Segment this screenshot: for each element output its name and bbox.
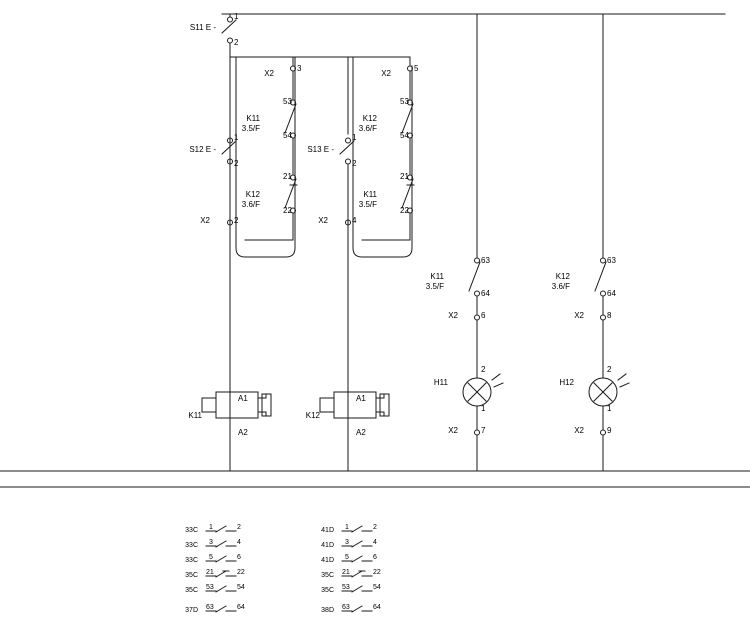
xref-left-right-1: 4	[237, 539, 241, 546]
lamp-terminal-2-h12: 2	[607, 365, 612, 374]
xref-right-ref-4: 35C	[321, 587, 334, 594]
contact-ref-k12-63: 3.6/F	[551, 282, 570, 291]
terminal-label-x2-7: X2	[448, 426, 458, 435]
terminal-number-2: 2	[234, 216, 239, 225]
xref-right-ref-0: 41D	[321, 527, 334, 534]
terminal-label-x2-2: X2	[200, 216, 210, 225]
terminal-number-3: 3	[297, 64, 302, 73]
coil-terminal-a2-k11: A2	[238, 428, 248, 437]
switch-label-s12: S12 E -	[189, 145, 216, 154]
terminal-label-x2-5: X2	[381, 69, 391, 78]
xref-left-ref-1: 33C	[185, 542, 198, 549]
contact-terminal-64-h11: 64	[481, 289, 490, 298]
terminal-label-x2-9: X2	[574, 426, 584, 435]
lamp-label-h12: H12	[559, 378, 574, 387]
contact-terminal-21-left: 21	[283, 172, 292, 181]
terminal-number-5: 5	[414, 64, 419, 73]
contact-ref-k11-21: 3.5/F	[358, 200, 377, 209]
contact-terminal-63-h12: 63	[607, 256, 616, 265]
terminal-number-7: 7	[481, 426, 486, 435]
xref-right-right-0: 2	[373, 524, 377, 531]
xref-left-left-4: 53	[206, 584, 214, 591]
xref-right-right-5: 64	[373, 604, 381, 611]
coil-terminal-a1-k11: A1	[238, 394, 248, 403]
xref-left-left-2: 5	[209, 554, 213, 561]
terminal-number-6: 6	[481, 311, 486, 320]
xref-left-left-3: 21	[206, 569, 214, 576]
terminal-label-x2-4: X2	[318, 216, 328, 225]
terminal-s13-bottom: 2	[352, 159, 357, 168]
xref-left-ref-4: 35C	[185, 587, 198, 594]
terminal-s12-bottom: 2	[234, 159, 239, 168]
contact-terminal-64-h12: 64	[607, 289, 616, 298]
xref-left-right-3: 22	[237, 569, 245, 576]
contact-device-k11-63: K11	[430, 272, 444, 281]
terminal-number-4: 4	[352, 216, 357, 225]
coil-terminal-a2-k12: A2	[356, 428, 366, 437]
xref-right-left-4: 53	[342, 584, 350, 591]
lamp-terminal-1-h11: 1	[481, 404, 486, 413]
xref-right-left-3: 21	[342, 569, 350, 576]
contact-ref-k12-21: 3.6/F	[241, 200, 260, 209]
coil-label-k12: K12	[305, 411, 320, 420]
contact-terminal-53-right: 53	[400, 97, 409, 106]
xref-right-ref-1: 41D	[321, 542, 334, 549]
xref-left-left-5: 63	[206, 604, 214, 611]
xref-right-right-3: 22	[373, 569, 381, 576]
switch-label-s11: S11 E -	[189, 23, 216, 32]
terminal-number-9: 9	[607, 426, 612, 435]
xref-right-right-2: 6	[373, 554, 377, 561]
xref-left-left-1: 3	[209, 539, 213, 546]
contact-terminal-22-left: 22	[283, 206, 292, 215]
terminal-s11-top: 1	[234, 12, 239, 21]
terminal-label-x2-8: X2	[574, 311, 584, 320]
contact-terminal-54-left: 54	[283, 131, 292, 140]
contact-terminal-54-right: 54	[400, 131, 409, 140]
xref-left-right-2: 6	[237, 554, 241, 561]
xref-left-left-0: 1	[209, 524, 213, 531]
xref-left-ref-3: 35C	[185, 572, 198, 579]
coil-terminal-a1-k12: A1	[356, 394, 366, 403]
xref-right-left-0: 1	[345, 524, 349, 531]
lamp-label-h11: H11	[433, 378, 448, 387]
contact-terminal-22-right: 22	[400, 206, 409, 215]
xref-right-ref-2: 41D	[321, 557, 334, 564]
contact-device-k11-21: K11	[363, 190, 377, 199]
contact-terminal-21-right: 21	[400, 172, 409, 181]
xref-left-ref-0: 33C	[185, 527, 198, 534]
contact-ref-k12-53: 3.6/F	[358, 124, 377, 133]
contact-terminal-53-left: 53	[283, 97, 292, 106]
terminal-s11-bottom: 2	[234, 38, 239, 47]
terminal-label-x2-3: X2	[264, 69, 274, 78]
contact-terminal-63-h11: 63	[481, 256, 490, 265]
terminal-s13-top: 1	[352, 133, 357, 142]
xref-left-right-4: 54	[237, 584, 245, 591]
contact-device-k12-53: K12	[362, 114, 377, 123]
terminal-s12-top: 1	[234, 133, 239, 142]
xref-left-ref-5: 37D	[185, 607, 198, 614]
coil-label-k11: K11	[188, 411, 202, 420]
xref-right-left-1: 3	[345, 539, 349, 546]
contact-device-k12-21: K12	[245, 190, 260, 199]
xref-right-right-1: 4	[373, 539, 377, 546]
xref-left-right-0: 2	[237, 524, 241, 531]
xref-left-right-5: 64	[237, 604, 245, 611]
contact-device-k11-53: K11	[246, 114, 260, 123]
contact-ref-k11-63: 3.5/F	[425, 282, 444, 291]
xref-right-left-2: 5	[345, 554, 349, 561]
contact-ref-k11-53: 3.5/F	[241, 124, 260, 133]
xref-right-left-5: 63	[342, 604, 350, 611]
contact-device-k12-63: K12	[555, 272, 570, 281]
xref-right-right-4: 54	[373, 584, 381, 591]
lamp-terminal-2-h11: 2	[481, 365, 486, 374]
terminal-number-8: 8	[607, 311, 612, 320]
xref-right-ref-3: 35C	[321, 572, 334, 579]
terminal-label-x2-6: X2	[448, 311, 458, 320]
lamp-terminal-1-h12: 1	[607, 404, 612, 413]
xref-left-ref-2: 33C	[185, 557, 198, 564]
switch-label-s13: S13 E -	[307, 145, 334, 154]
xref-right-ref-5: 38D	[321, 607, 334, 614]
